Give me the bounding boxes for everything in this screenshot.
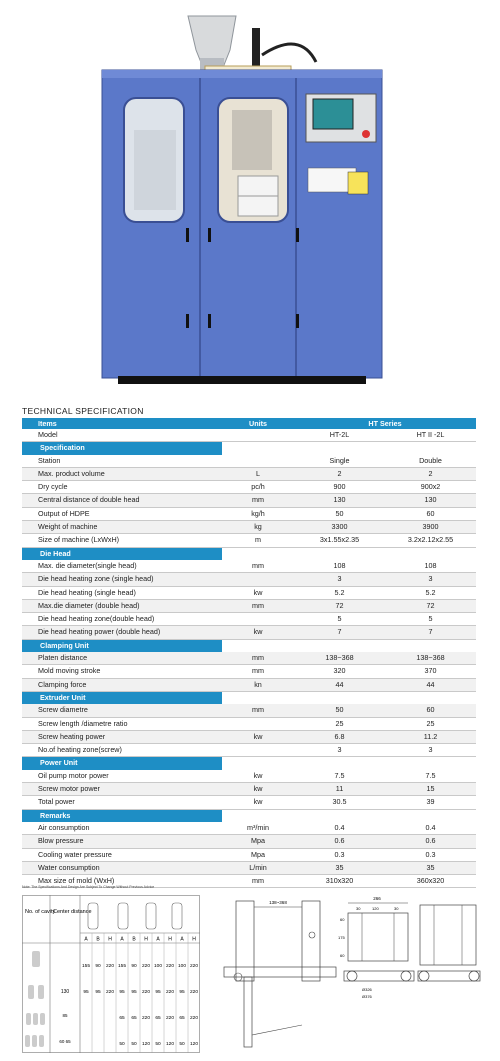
cavity-letter: B bbox=[96, 936, 100, 943]
cavity-cell: 65 bbox=[131, 1016, 137, 1021]
spec-row bbox=[22, 730, 476, 743]
spec-value-ht: 5.2 bbox=[294, 586, 385, 599]
drawing-d5: 175 bbox=[338, 935, 345, 940]
cavity-cell: 50 bbox=[119, 1042, 125, 1047]
spec-row bbox=[22, 848, 476, 861]
spec-unit: mm bbox=[222, 875, 294, 888]
header-units: Units bbox=[222, 418, 294, 429]
cavity-cell: 220 bbox=[105, 990, 115, 995]
header-items: Items bbox=[22, 418, 222, 429]
cavity-letter: A bbox=[84, 936, 88, 943]
spec-value-ht2: 0.3 bbox=[385, 848, 476, 861]
spec-unit: mm bbox=[222, 599, 294, 612]
spec-row bbox=[22, 521, 476, 534]
spec-row bbox=[22, 573, 476, 586]
spec-section-row bbox=[22, 547, 476, 560]
spec-row bbox=[22, 599, 476, 612]
cavity-col2: Center distance bbox=[53, 909, 92, 915]
cavity-row-label: 85 bbox=[62, 1013, 68, 1018]
spec-value-ht: 108 bbox=[294, 560, 385, 573]
spec-item: Screw length /diametre ratio bbox=[22, 717, 222, 730]
section-spacer bbox=[222, 809, 476, 822]
spec-value-ht2: 25 bbox=[385, 717, 476, 730]
spec-note: Note: The Specifications And Design Are Subject To Change Without Previous Advice bbox=[22, 885, 155, 889]
spec-value-ht: 7 bbox=[294, 626, 385, 639]
spec-value-ht2: 0.4 bbox=[385, 822, 476, 835]
spec-row bbox=[22, 861, 476, 874]
drawing-bottom2: Ø376 bbox=[362, 994, 372, 999]
spec-value-ht2: 39 bbox=[385, 796, 476, 809]
section-spacer bbox=[222, 442, 476, 455]
spec-row bbox=[22, 494, 476, 507]
spec-value-ht: 138~368 bbox=[294, 652, 385, 665]
machine-photo bbox=[0, 0, 500, 395]
spec-unit: mm bbox=[222, 704, 294, 717]
section-spacer bbox=[222, 691, 476, 704]
spec-value-ht: HT-2L bbox=[294, 429, 385, 442]
cavity-cell: 220 bbox=[141, 964, 151, 969]
spec-value-ht: 0.3 bbox=[294, 848, 385, 861]
spec-title: TECHNICAL SPECIFICATION bbox=[22, 406, 144, 416]
spec-value-ht2: 108 bbox=[385, 560, 476, 573]
spec-item: Screw diametre bbox=[22, 704, 222, 717]
spec-value-ht2: 44 bbox=[385, 678, 476, 691]
cavity-cell: 50 bbox=[179, 1042, 185, 1047]
cavity-cell: 95 bbox=[155, 990, 161, 995]
spec-section-row bbox=[22, 757, 476, 770]
drawing-d2: 120 bbox=[372, 906, 379, 911]
cavity-cell: 65 bbox=[119, 1016, 125, 1021]
cavity-cell: 155 bbox=[81, 964, 91, 969]
spec-item: Size of machine (LxWxH) bbox=[22, 534, 222, 547]
spec-item: Mold moving stroke bbox=[22, 665, 222, 678]
spec-value-ht: 0.6 bbox=[294, 835, 385, 848]
cavity-letter: H bbox=[144, 936, 148, 943]
spec-row bbox=[22, 652, 476, 665]
section-label: Die Head bbox=[22, 547, 222, 560]
spec-unit bbox=[222, 455, 294, 468]
spec-unit: mm bbox=[222, 665, 294, 678]
spec-value-ht: Single bbox=[294, 455, 385, 468]
spec-item: Die head heating zone(double head) bbox=[22, 613, 222, 626]
spec-row bbox=[22, 665, 476, 678]
technical-drawing bbox=[222, 895, 484, 1060]
spec-unit: m³/min bbox=[222, 822, 294, 835]
spec-unit: kw bbox=[222, 730, 294, 743]
spec-row bbox=[22, 455, 476, 468]
cavity-cell: 90 bbox=[95, 964, 101, 969]
spec-row bbox=[22, 717, 476, 730]
cavity-cell: 220 bbox=[105, 964, 115, 969]
cavity-cell: 65 bbox=[179, 1016, 185, 1021]
spec-item: Die head heating power (double head) bbox=[22, 626, 222, 639]
cavity-cell: 100 bbox=[177, 964, 187, 969]
spec-item: Cooling water pressure bbox=[22, 848, 222, 861]
cavity-table bbox=[22, 895, 200, 1058]
cavity-cell: 120 bbox=[189, 1042, 199, 1047]
section-label: Clamping Unit bbox=[22, 639, 222, 652]
spec-item: Max. die diameter(single head) bbox=[22, 560, 222, 573]
spec-row bbox=[22, 429, 476, 442]
spec-value-ht: 3x1.55x2.35 bbox=[294, 534, 385, 547]
spec-value-ht2: 370 bbox=[385, 665, 476, 678]
section-spacer bbox=[222, 639, 476, 652]
spec-unit: kw bbox=[222, 783, 294, 796]
spec-value-ht2: 3.2x2.12x2.55 bbox=[385, 534, 476, 547]
cavity-letter: H bbox=[168, 936, 172, 943]
spec-row bbox=[22, 744, 476, 757]
cavity-cell: 120 bbox=[141, 1042, 151, 1047]
cavity-cell: 95 bbox=[131, 990, 137, 995]
spec-value-ht: 5 bbox=[294, 613, 385, 626]
spec-table bbox=[22, 418, 476, 888]
cavity-letter: H bbox=[108, 936, 112, 943]
spec-row bbox=[22, 704, 476, 717]
spec-item: Air consumption bbox=[22, 822, 222, 835]
cavity-cell: 50 bbox=[131, 1042, 137, 1047]
section-label: Specification bbox=[22, 442, 222, 455]
cavity-cell: 95 bbox=[119, 990, 125, 995]
spec-row bbox=[22, 534, 476, 547]
spec-item: Dry cycle bbox=[22, 481, 222, 494]
cavity-cell: 220 bbox=[189, 990, 199, 995]
spec-value-ht2: 0.6 bbox=[385, 835, 476, 848]
spec-unit bbox=[222, 744, 294, 757]
spec-value-ht2: HT II -2L bbox=[385, 429, 476, 442]
cavity-cell: 50 bbox=[155, 1042, 161, 1047]
spec-unit: kg/h bbox=[222, 507, 294, 520]
spec-value-ht2: 7.5 bbox=[385, 770, 476, 783]
cavity-cell: 220 bbox=[165, 964, 175, 969]
spec-row bbox=[22, 613, 476, 626]
spec-item: Screw motor power bbox=[22, 783, 222, 796]
drawing-d4: 60 bbox=[340, 917, 345, 922]
spec-value-ht2: 15 bbox=[385, 783, 476, 796]
spec-row bbox=[22, 481, 476, 494]
spec-value-ht: 7.5 bbox=[294, 770, 385, 783]
spec-section-row bbox=[22, 691, 476, 704]
spec-item: Blow pressure bbox=[22, 835, 222, 848]
cavity-cell: 220 bbox=[189, 1016, 199, 1021]
cavity-cell: 90 bbox=[131, 964, 137, 969]
spec-item: Total power bbox=[22, 796, 222, 809]
spec-row bbox=[22, 560, 476, 573]
spec-value-ht: 11 bbox=[294, 783, 385, 796]
cavity-cell: 95 bbox=[83, 990, 89, 995]
spec-value-ht2: 7 bbox=[385, 626, 476, 639]
section-label: Power Unit bbox=[22, 757, 222, 770]
spec-value-ht: 2 bbox=[294, 467, 385, 480]
cavity-cell: 95 bbox=[95, 990, 101, 995]
spec-unit: L bbox=[222, 467, 294, 480]
spec-value-ht2: 2 bbox=[385, 467, 476, 480]
spec-unit: m bbox=[222, 534, 294, 547]
spec-value-ht: 35 bbox=[294, 861, 385, 874]
spec-value-ht2: 3 bbox=[385, 744, 476, 757]
spec-item: Max size of mold (WxH) bbox=[22, 875, 222, 888]
spec-unit: mm bbox=[222, 652, 294, 665]
spec-value-ht2: 5 bbox=[385, 613, 476, 626]
spec-row bbox=[22, 796, 476, 809]
spec-section-row bbox=[22, 639, 476, 652]
spec-row bbox=[22, 835, 476, 848]
cavity-cell: 65 bbox=[155, 1016, 161, 1021]
spec-unit bbox=[222, 429, 294, 442]
spec-item: Die head heating (single head) bbox=[22, 586, 222, 599]
spec-item: Oil pump motor power bbox=[22, 770, 222, 783]
spec-item: Screw heating power bbox=[22, 730, 222, 743]
spec-unit: kw bbox=[222, 626, 294, 639]
spec-unit: Mpa bbox=[222, 835, 294, 848]
spec-item: Output of HDPE bbox=[22, 507, 222, 520]
spec-value-ht: 320 bbox=[294, 665, 385, 678]
spec-value-ht: 6.8 bbox=[294, 730, 385, 743]
spec-row bbox=[22, 586, 476, 599]
spec-unit bbox=[222, 573, 294, 586]
spec-value-ht2: 130 bbox=[385, 494, 476, 507]
spec-unit: kw bbox=[222, 586, 294, 599]
spec-value-ht2: 360x320 bbox=[385, 875, 476, 888]
spec-value-ht2: 5.2 bbox=[385, 586, 476, 599]
spec-value-ht2: 60 bbox=[385, 507, 476, 520]
spec-row bbox=[22, 770, 476, 783]
spec-value-ht2: 3900 bbox=[385, 521, 476, 534]
cavity-letter: A bbox=[120, 936, 124, 943]
spec-unit bbox=[222, 717, 294, 730]
spec-item: Central distance of double head bbox=[22, 494, 222, 507]
spec-value-ht2: 72 bbox=[385, 599, 476, 612]
spec-unit: Mpa bbox=[222, 848, 294, 861]
section-spacer bbox=[222, 547, 476, 560]
cavity-letter: B bbox=[132, 936, 136, 943]
spec-unit: kg bbox=[222, 521, 294, 534]
spec-value-ht2: 138~368 bbox=[385, 652, 476, 665]
spec-section-row bbox=[22, 809, 476, 822]
spec-item: Weight of machine bbox=[22, 521, 222, 534]
spec-unit: pc/h bbox=[222, 481, 294, 494]
cavity-cell: 100 bbox=[153, 964, 163, 969]
cavity-letter: A bbox=[156, 936, 160, 943]
spec-unit: mm bbox=[222, 560, 294, 573]
cavity-cell: 120 bbox=[165, 1042, 175, 1047]
spec-item: Platen distance bbox=[22, 652, 222, 665]
cavity-cell: 220 bbox=[141, 1016, 151, 1021]
section-label: Extruder Unit bbox=[22, 691, 222, 704]
spec-value-ht: 72 bbox=[294, 599, 385, 612]
spec-value-ht: 3 bbox=[294, 573, 385, 586]
cavity-center: 130 bbox=[60, 989, 70, 995]
spec-value-ht2: 35 bbox=[385, 861, 476, 874]
drawing-d1: 30 bbox=[356, 906, 361, 911]
spec-value-ht: 130 bbox=[294, 494, 385, 507]
spec-unit: L/min bbox=[222, 861, 294, 874]
header-series: HT Series bbox=[294, 418, 476, 429]
spec-row bbox=[22, 783, 476, 796]
drawing-width-top: 266 bbox=[373, 896, 381, 901]
spec-unit: kw bbox=[222, 770, 294, 783]
spec-value-ht: 50 bbox=[294, 507, 385, 520]
spec-value-ht: 25 bbox=[294, 717, 385, 730]
spec-unit bbox=[222, 613, 294, 626]
spec-value-ht: 3 bbox=[294, 744, 385, 757]
spec-value-ht: 900 bbox=[294, 481, 385, 494]
spec-item: Model bbox=[22, 429, 222, 442]
drawing-d3: 30 bbox=[394, 906, 399, 911]
spec-row bbox=[22, 507, 476, 520]
drawing-platen: 138~368 bbox=[269, 900, 287, 905]
spec-value-ht: 50 bbox=[294, 704, 385, 717]
spec-value-ht2: 900x2 bbox=[385, 481, 476, 494]
cavity-col1: No. of cavity bbox=[25, 909, 56, 915]
spec-value-ht: 3300 bbox=[294, 521, 385, 534]
spec-unit: kn bbox=[222, 678, 294, 691]
spec-value-ht2: 3 bbox=[385, 573, 476, 586]
spec-item: Clamping force bbox=[22, 678, 222, 691]
spec-row bbox=[22, 678, 476, 691]
spec-item: No.of heating zone(screw) bbox=[22, 744, 222, 757]
cavity-letter: H bbox=[192, 936, 196, 943]
spec-item: Max.die diameter (double head) bbox=[22, 599, 222, 612]
spec-row bbox=[22, 822, 476, 835]
section-label: Remarks bbox=[22, 809, 222, 822]
section-spacer bbox=[222, 757, 476, 770]
drawing-bottom1: Ø326 bbox=[362, 987, 372, 992]
spec-row bbox=[22, 467, 476, 480]
drawing-d6: 60 bbox=[340, 953, 345, 958]
cavity-row-label: 60 65 bbox=[59, 1039, 71, 1044]
cavity-cell: 220 bbox=[141, 990, 151, 995]
spec-value-ht2: Double bbox=[385, 455, 476, 468]
spec-value-ht: 0.4 bbox=[294, 822, 385, 835]
spec-item: Water consumption bbox=[22, 861, 222, 874]
cavity-cell: 220 bbox=[189, 964, 199, 969]
spec-value-ht: 310x320 bbox=[294, 875, 385, 888]
spec-row bbox=[22, 626, 476, 639]
spec-section-row bbox=[22, 442, 476, 455]
spec-value-ht: 30.5 bbox=[294, 796, 385, 809]
spec-item: Die head heating zone (single head) bbox=[22, 573, 222, 586]
spec-value-ht2: 11.2 bbox=[385, 730, 476, 743]
spec-unit: kw bbox=[222, 796, 294, 809]
cavity-letter: A bbox=[180, 936, 184, 943]
spec-unit: mm bbox=[222, 494, 294, 507]
cavity-cell: 220 bbox=[165, 990, 175, 995]
cavity-cell: 155 bbox=[117, 964, 127, 969]
spec-header-row bbox=[22, 418, 476, 429]
spec-item: Station bbox=[22, 455, 222, 468]
spec-value-ht2: 60 bbox=[385, 704, 476, 717]
spec-item: Max. product volume bbox=[22, 467, 222, 480]
cavity-cell: 95 bbox=[179, 990, 185, 995]
spec-value-ht: 44 bbox=[294, 678, 385, 691]
cavity-cell: 220 bbox=[165, 1016, 175, 1021]
